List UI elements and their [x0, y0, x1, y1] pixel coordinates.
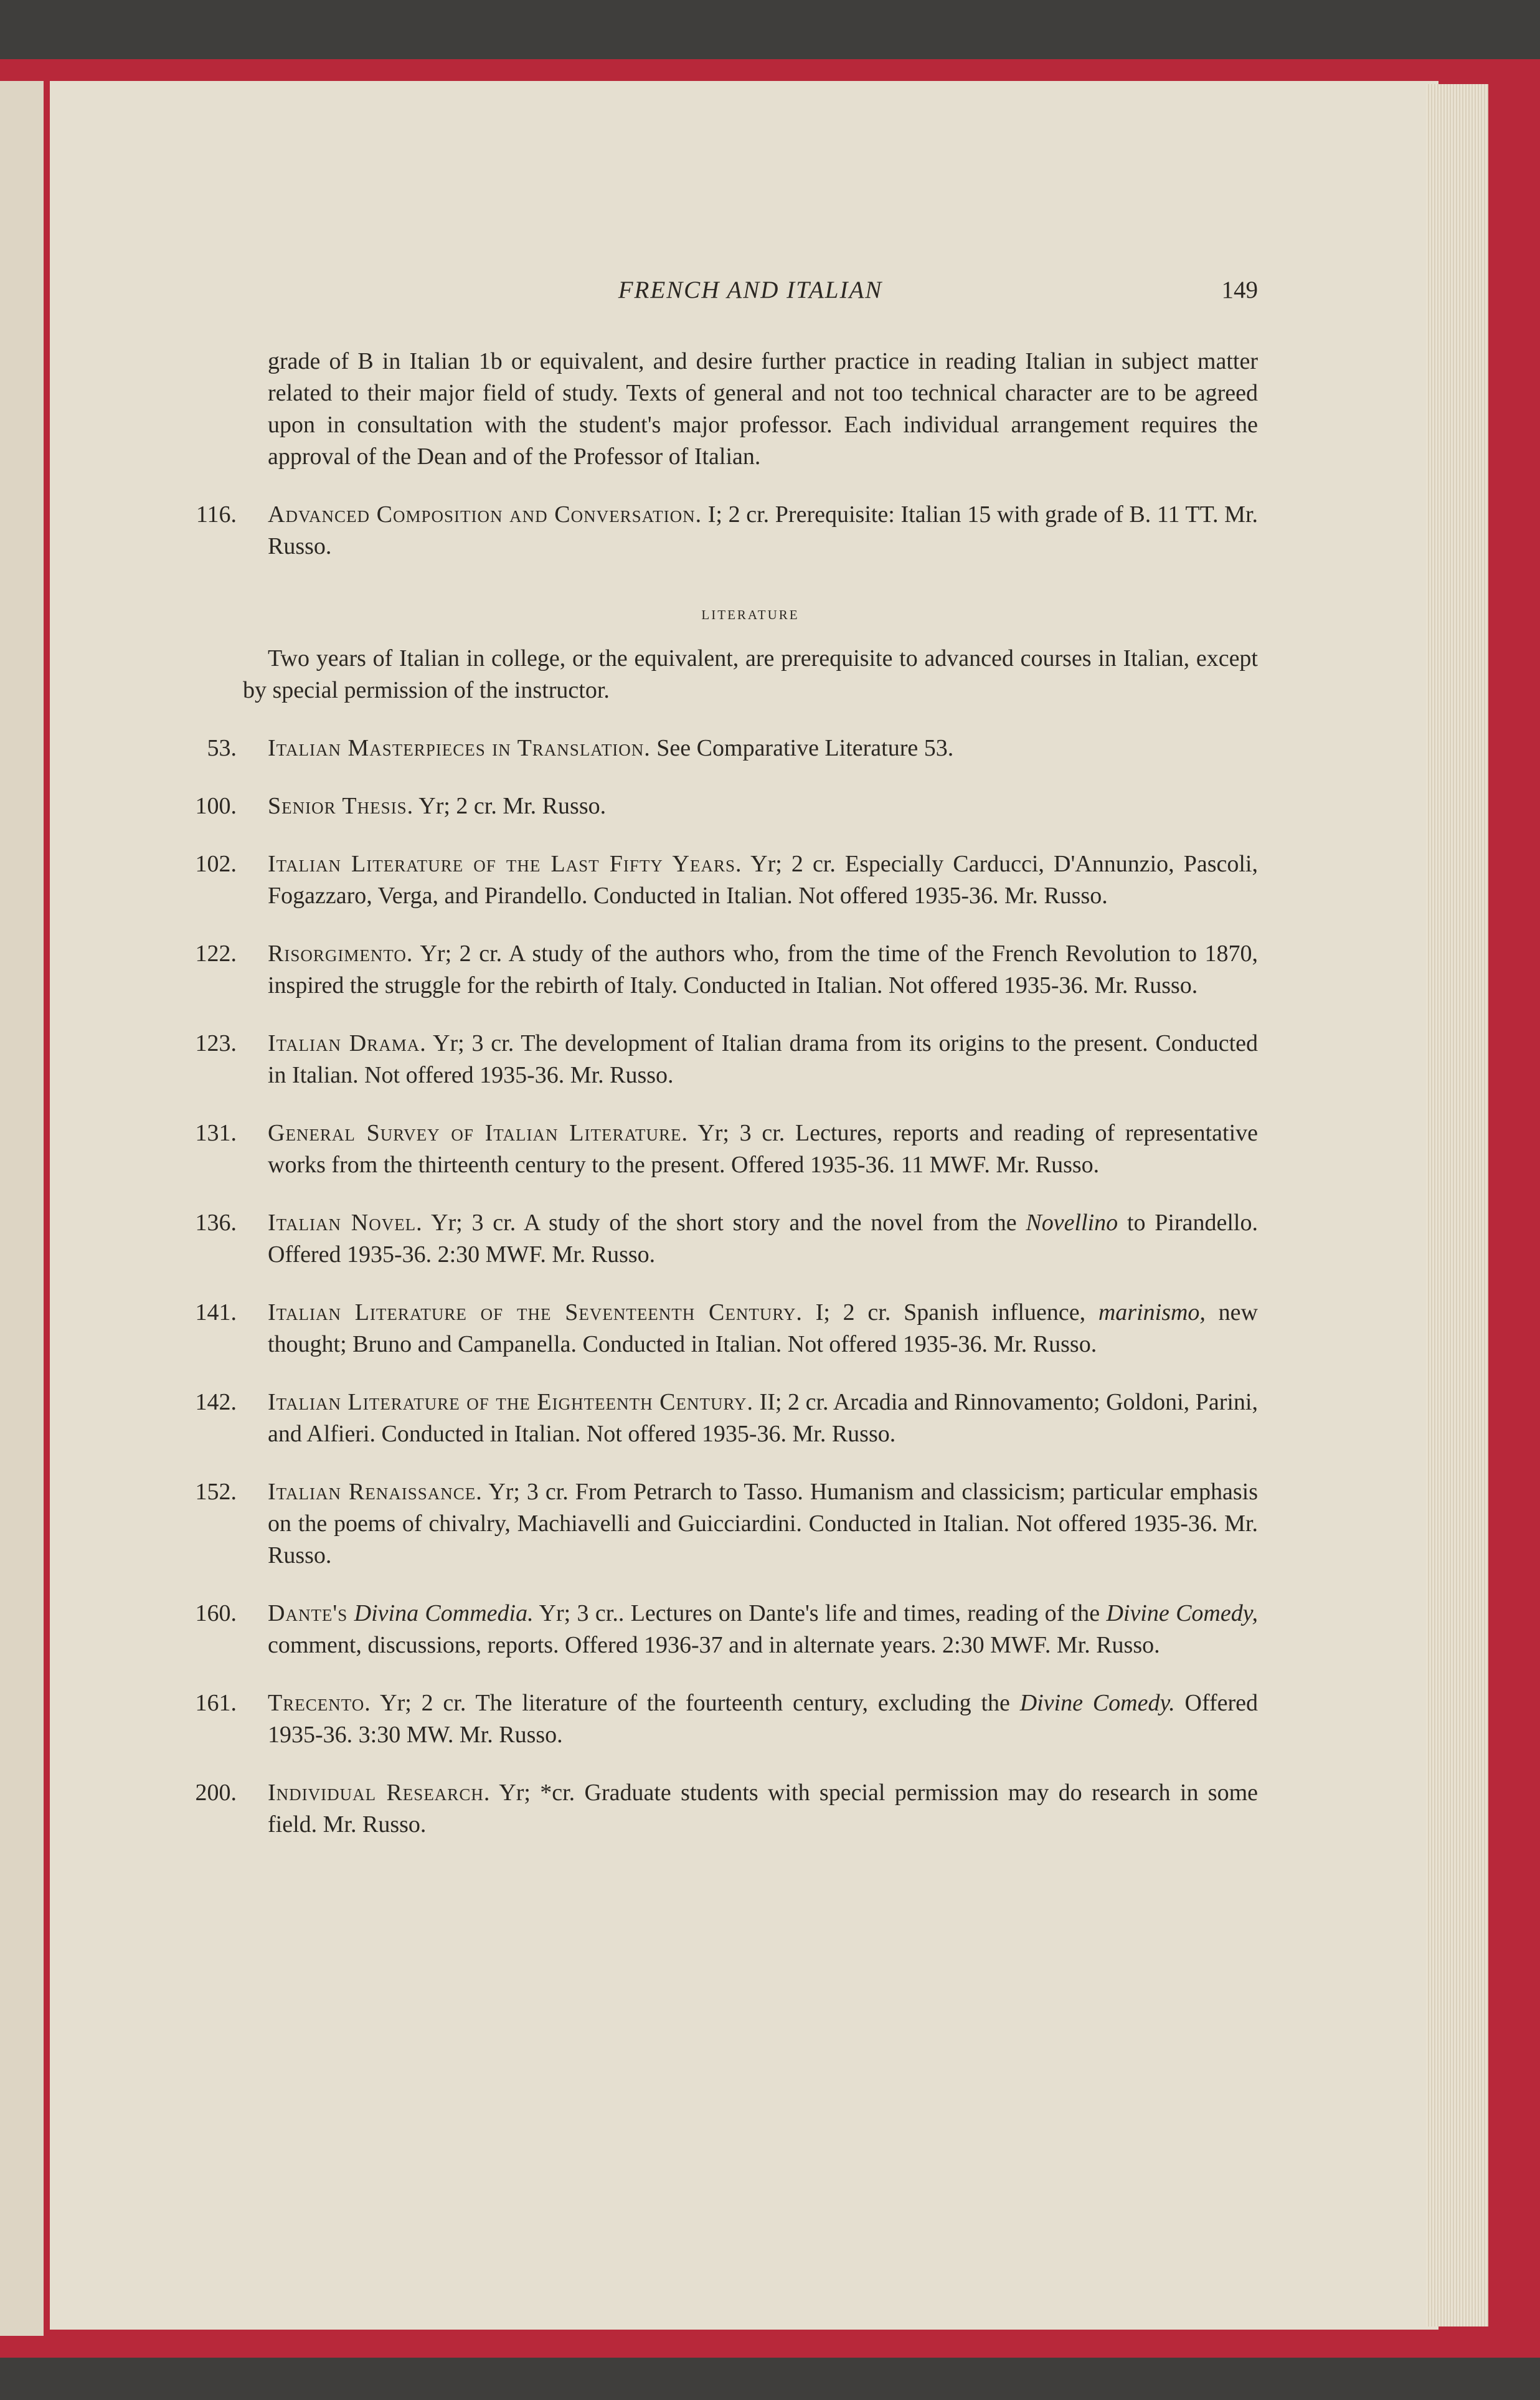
course-title: General Survey of Italian Literature. [268, 1120, 688, 1146]
course-number: 131. [195, 1120, 237, 1146]
course-number: 200. [195, 1780, 237, 1806]
course-entry [195, 938, 1258, 1002]
course-number: 152. [195, 1479, 237, 1505]
course-number: 122. [195, 941, 237, 967]
course-list-a [195, 733, 1258, 1181]
page-content [195, 274, 1259, 1841]
course-title: Italian Literature of the Eighteenth Century. [268, 1389, 754, 1415]
course-entry [207, 733, 1258, 764]
course-description: Yr; 2 cr. Especially Carducci, D'Annunzio, Pascoli, Fogazzaro, Verga, and Pirandello. Conducted in Italian. Not offered 1935-36. Mr. Russo. [268, 851, 1258, 909]
course-description: Yr; 2 cr. The literature of the fourteenth century, excluding the [371, 1690, 1020, 1716]
course-entry [195, 1777, 1259, 1841]
previous-page-edge [0, 81, 44, 2336]
course-description: Yr; 3 cr. From Petrarch to Tasso. Humanism and classicism; particular emphasis on the poems of chivalry, Machiavelli and Guicciardini. Conducted in Italian. Not offered 1935-36. Mr. Russo. [268, 1479, 1259, 1568]
course-number: 116. [196, 501, 237, 528]
work-title: Divine Comedy, [1106, 1600, 1259, 1626]
running-title: FRENCH AND ITALIAN [618, 277, 883, 303]
course-description: Yr; 2 cr. Mr. Russo. [413, 793, 607, 819]
course-entry [195, 1028, 1258, 1091]
course-entry [195, 1687, 1259, 1751]
course-number: 136. [195, 1210, 237, 1236]
course-number: 161. [195, 1690, 237, 1716]
course-description: Yr; 3 cr. Lectures, reports and reading of representative works from the thirteenth century to the present. Offered 1935-36. 11 MWF. Mr. Russo. [268, 1120, 1258, 1178]
course-title: Italian Renaissance. [268, 1479, 483, 1505]
course-title: Italian Literature of the Last Fifty Years. [268, 851, 742, 877]
course-number: 102. [195, 851, 237, 877]
course-title: Italian Literature of the Seventeenth Century. [268, 1299, 803, 1326]
work-title: Novellino [1026, 1210, 1118, 1236]
course-description: Yr; 3 cr.. Lectures on Dante's life and times, reading of the [533, 1600, 1107, 1626]
course-number: 53. [207, 735, 237, 761]
work-title: Divina Commedia. [354, 1600, 534, 1626]
course-number: 123. [195, 1030, 237, 1056]
page-number: 149 [1221, 277, 1258, 303]
running-head [243, 274, 1258, 318]
course-entry [195, 1297, 1258, 1360]
course-entry [195, 848, 1258, 912]
course-title: Italian Masterpieces in Translation. [268, 735, 651, 761]
course-number: 100. [195, 793, 237, 819]
course-description: Yr; *cr. Graduate students with special permission may do research in some field. Mr. Russo. [268, 1780, 1259, 1838]
course-number: 160. [195, 1600, 237, 1626]
course-entry [195, 1117, 1258, 1181]
page-edges [1426, 84, 1488, 2326]
course-number: 142. [195, 1389, 237, 1415]
course-title: Advanced Composition and Conversation. [268, 501, 702, 528]
course-list-b [195, 1387, 1259, 1572]
course-number: 141. [195, 1299, 237, 1326]
course-description: I; 2 cr. Spanish influence, [802, 1299, 1098, 1326]
course-title: Trecento. [268, 1690, 371, 1716]
course-title: Italian Novel. [268, 1210, 423, 1236]
work-title: Divine Comedy. [1019, 1690, 1175, 1716]
course-title: Dante's [268, 1600, 348, 1626]
section-intro: Two years of Italian in college, or the equivalent, are prerequisite to advanced courses in Italian, except by special permission of the instructor. [243, 645, 1258, 703]
course-description: new thought; Bruno and Campanella. Conducted in Italian. Not offered 1935-36. Mr. Russo. [268, 1299, 1258, 1357]
italic-term: marinismo, [1098, 1299, 1206, 1326]
course-entry [195, 1598, 1259, 1661]
course-title: Italian Drama. [268, 1030, 427, 1056]
course-description: II; 2 cr. Arcadia and Rinnovamento; Goldoni, Parini, and Alfieri. Conducted in Italian. Not offered 1935-36. Mr. Russo. [268, 1389, 1258, 1447]
course-description: Yr; 3 cr. A study of the short story and the novel from the [422, 1210, 1026, 1236]
course-description: I; 2 cr. Prerequisite: Italian 15 with grade of B. 11 TT. Mr. Russo. [268, 501, 1258, 559]
course-description: See Comparative Literature 53. [650, 735, 954, 761]
course-entry [196, 499, 1258, 562]
course-entry [195, 790, 1258, 822]
course-entry [195, 1207, 1258, 1271]
course-description: Yr; 2 cr. A study of the authors who, from the time of the French Revolution to 1870, inspired the struggle for the rebirth of Italy. Conducted in Italian. Not offered 1935-36. Mr. Russo. [268, 941, 1258, 998]
course-entry [195, 1387, 1258, 1450]
course-entry [195, 1476, 1259, 1572]
course-description: to Pirandello. Offered 1935-36. 2:30 MWF. Mr. Russo. [268, 1210, 1258, 1268]
course-description: comment, discussions, reports. Offered 1936-37 and in alternate years. 2:30 MWF. Mr. Russo. [268, 1632, 1160, 1658]
section-heading: literature [701, 603, 800, 624]
course-description: Yr; 3 cr. The development of Italian drama from its origins to the present. Conducted in Italian. Not offered 1935-36. Mr. Russo. [268, 1030, 1258, 1088]
course-title: Senior Thesis. [268, 793, 414, 819]
course-title: Individual Research. [268, 1780, 491, 1806]
course-title: Risorgimento. [268, 941, 413, 967]
intro-paragraph: grade of B in Italian 1b or equivalent, and desire further practice in reading Italian in subject matter related to their major field of study. Texts of general and not too technical character are to be agreed upon in consultation with the student's major professor. Each individual arrangement requires the approval of the Dean and of the Professor of Italian. [268, 348, 1258, 470]
course-description: Offered 1935-36. 3:30 MW. Mr. Russo. [268, 1690, 1259, 1748]
